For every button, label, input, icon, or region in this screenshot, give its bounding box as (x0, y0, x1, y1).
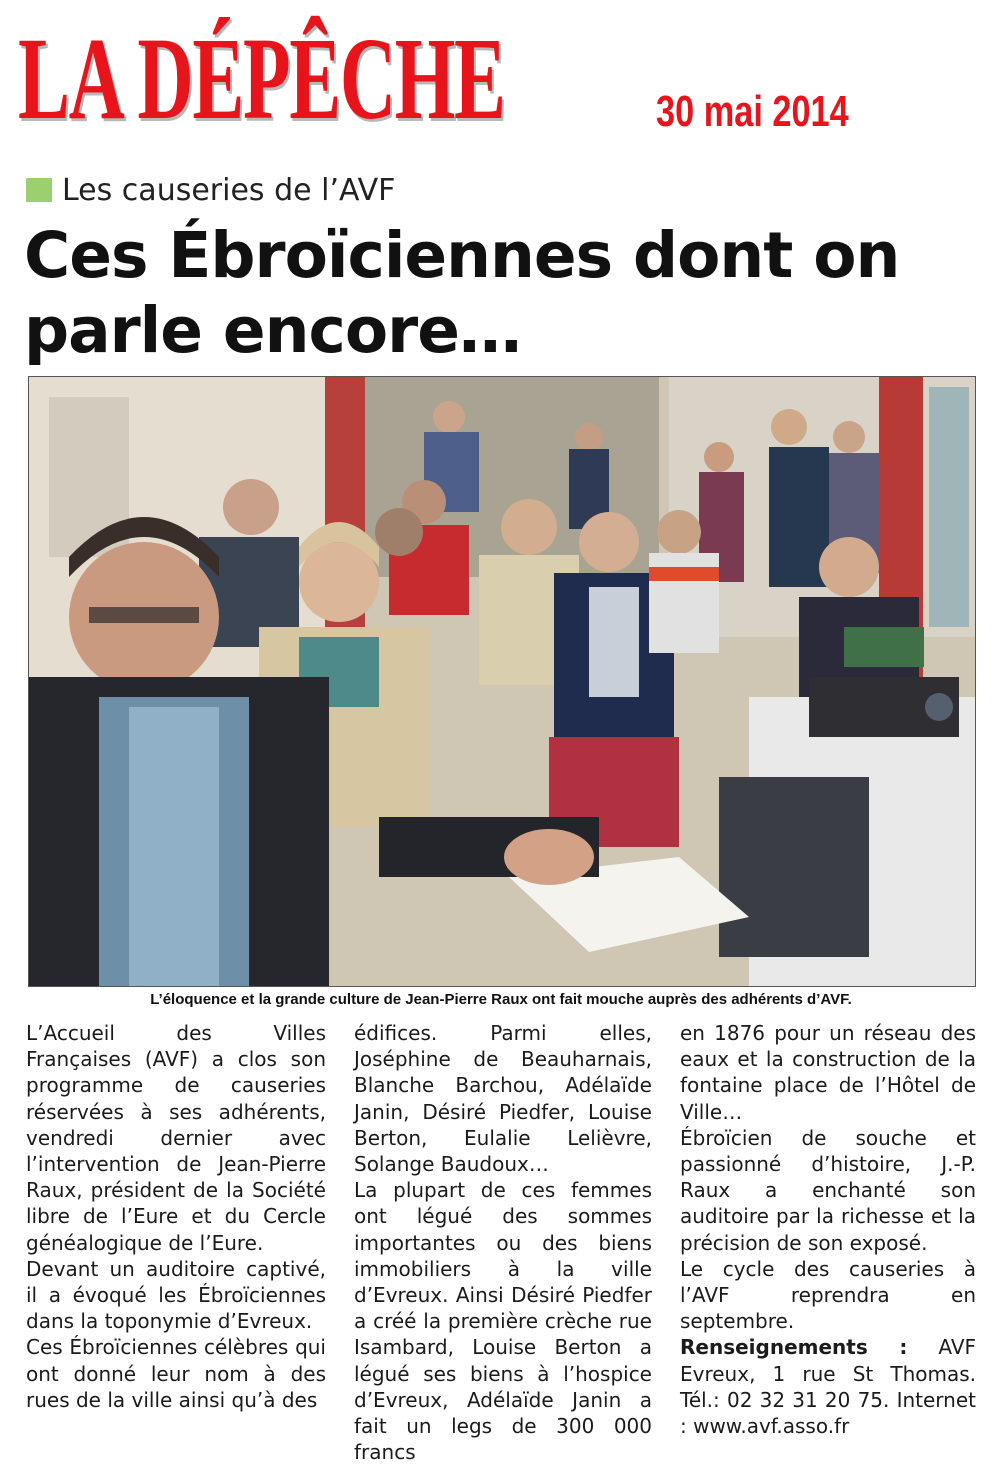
article-paragraph: La plupart de ces femmes ont légué des sommes importantes ou des biens immobiliers à la ville d’Evreux. Ainsi Désiré Piedfer a créé la première crèche rue Isambard, Louise Berton a légué ses biens à l’hospice d’Evreux, Adélaïde Janin a fait un legs de 300 000 francs (354, 1178, 652, 1465)
article-paragraph: L’Accueil des Villes Françaises (AVF) a clos son programme de causeries réservées à ses adhérents, vendredi dernier avec l’intervention de Jean-Pierre Raux, président de la Société libre de l’Eure et du Cercle généalogique de l’Eure. (26, 1021, 326, 1255)
article-paragraph: Ébroïcien de souche et passionné d’histoire, J.-P. Raux a enchanté son auditoire par la richesse et la précision de son exposé. (680, 1125, 976, 1255)
article-paragraph: Devant un auditoire captivé, il a évoqué les Ébroïciennes dans la toponymie d’Evreux. (26, 1256, 326, 1334)
article-column-2 (354, 1020, 652, 1465)
article-paragraph: en 1876 pour un réseau des eaux et la construction de la fontaine place de l’Hôtel de Ville… (680, 1021, 976, 1124)
contact-text: AVF Evreux, 1 rue St Thomas. Tél.: 02 32 31 20 75. Internet : www.avf.asso.fr (680, 1335, 977, 1439)
headline: Ces Ébroïciennes dont on parle encore… (24, 219, 900, 367)
rubric-label: Les causeries de l’AVF (62, 172, 396, 208)
rubric (26, 170, 395, 210)
contact-label: Renseignements : (680, 1335, 908, 1360)
article-photo (28, 376, 976, 987)
photo-caption: L’éloquence et la grande culture de Jean-Pierre Raux ont fait mouche auprès des adhérents d’AVF. (150, 991, 852, 1008)
article-paragraph: édifices. Parmi elles, Joséphine de Beauharnais, Blanche Barchou, Adélaïde Janin, Désiré Piedfer, Louise Berton, Eulalie Lelièvre, Solange Baudoux… (354, 1021, 652, 1177)
masthead-logo: LA DÉPÊCHE (18, 13, 505, 144)
article-column-3 (680, 1020, 976, 1440)
article-column-1 (26, 1020, 326, 1440)
article-paragraph: Ces Ébroïciennes célèbres qui ont donné leur nom à des rues de la ville ainsi qu’à des (26, 1335, 326, 1412)
publication-date: 30 mai 2014 (656, 87, 849, 136)
article-paragraph: Le cycle des causeries à l’AVF reprendra en septembre. (680, 1256, 976, 1334)
rubric-square-icon (26, 178, 52, 202)
contact-info (680, 1334, 976, 1439)
photo-illustration (29, 377, 975, 986)
